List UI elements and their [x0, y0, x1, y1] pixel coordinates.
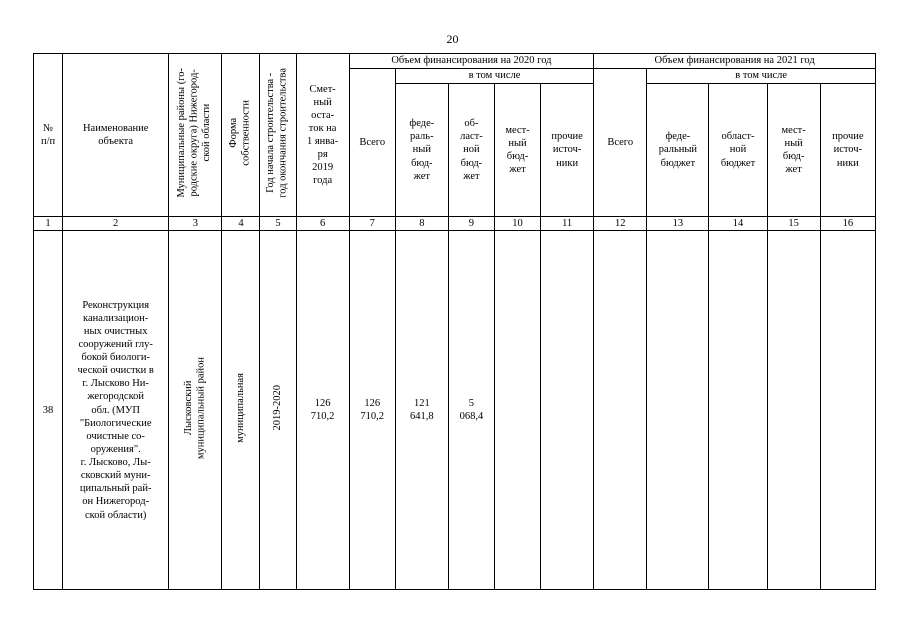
row-ownership-text: муниципальная — [234, 373, 246, 443]
header-fin2020-total: Всего — [349, 69, 395, 217]
row-years — [260, 231, 296, 590]
column-number: 15 — [767, 217, 820, 231]
row-district — [169, 231, 222, 590]
header-ownership-text: Форма собственности — [228, 100, 252, 166]
header-fin2021-other: прочие источ- ники — [820, 84, 875, 217]
header-fin2020-incl: в том числе — [395, 69, 593, 84]
column-number: 6 — [296, 217, 349, 231]
row-fin2020-federal: 121 641,8 — [395, 231, 448, 590]
header-fin2020-other: прочие источ- ники — [541, 84, 594, 217]
column-number: 7 — [349, 217, 395, 231]
row-fin2020-regional: 5 068,4 — [448, 231, 494, 590]
row-ownership — [222, 231, 260, 590]
column-number: 8 — [395, 217, 448, 231]
header-name: Наименование объекта — [63, 54, 169, 217]
header-fin2021-group: Объем финансирования на 2021 год — [594, 54, 876, 69]
header-row-1 — [34, 54, 876, 69]
column-number: 5 — [260, 217, 296, 231]
row-fin2021-regional — [709, 231, 767, 590]
row-district-text: Лысковский муниципальный район — [182, 357, 207, 460]
row-fin2020-local — [494, 231, 540, 590]
column-number: 13 — [647, 217, 709, 231]
header-fin2020-regional: об- ласт- ной бюд- жет — [448, 84, 494, 217]
row-fin2020-other — [541, 231, 594, 590]
page-number: 20 — [446, 32, 459, 46]
header-num: № п/п — [34, 54, 63, 217]
column-number: 2 — [63, 217, 169, 231]
column-number: 10 — [494, 217, 540, 231]
column-number: 1 — [34, 217, 63, 231]
row-fin2020-total: 126 710,2 — [349, 231, 395, 590]
header-years-text: Год начала строительства - год окончания строительства — [265, 68, 290, 198]
header-district — [169, 54, 222, 217]
column-number: 9 — [448, 217, 494, 231]
financing-table — [33, 53, 876, 590]
row-fin2021-other — [820, 231, 875, 590]
header-fin2020-local: мест- ный бюд- жет — [494, 84, 540, 217]
header-fin2020-federal: феде- раль- ный бюд- жет — [395, 84, 448, 217]
header-fin2021-federal: феде- ральный бюджет — [647, 84, 709, 217]
column-number: 14 — [709, 217, 767, 231]
row-fin2021-federal — [647, 231, 709, 590]
column-number: 3 — [169, 217, 222, 231]
header-fin2021-total: Всего — [594, 69, 647, 217]
column-number: 12 — [594, 217, 647, 231]
header-fin2021-incl: в том числе — [647, 69, 876, 84]
header-years — [260, 54, 296, 217]
row-fin2021-total — [594, 231, 647, 590]
header-district-text: Муниципальные районы (го- родские округа) Нижегород- ской области — [176, 68, 213, 198]
column-number: 16 — [820, 217, 875, 231]
row-estimate: 126 710,2 — [296, 231, 349, 590]
column-number-row — [34, 217, 876, 231]
header-fin2021-regional: област- ной бюджет — [709, 84, 767, 217]
row-fin2021-local — [767, 231, 820, 590]
header-fin2020-group: Объем финансирования на 2020 год — [349, 54, 594, 69]
column-number: 11 — [541, 217, 594, 231]
row-name: Реконструкция канализацион- ных очистных сооружений глу- бокой биологи- ческой очистки в г. Лысково Ни- жегородской обл. (МУП "Биологические очистные со- оружения". г. Лысково, Лы- сковский муни- ципальный рай- он Нижегород- ской области) — [63, 231, 169, 590]
header-ownership — [222, 54, 260, 217]
column-number: 4 — [222, 217, 260, 231]
header-estimate: Смет- ный оста- ток на 1 янва- ря 2019 года — [296, 54, 349, 217]
row-num: 38 — [34, 231, 63, 590]
header-fin2021-local: мест- ный бюд- жет — [767, 84, 820, 217]
table-row — [34, 231, 876, 590]
row-years-text: 2019-2020 — [271, 385, 283, 431]
